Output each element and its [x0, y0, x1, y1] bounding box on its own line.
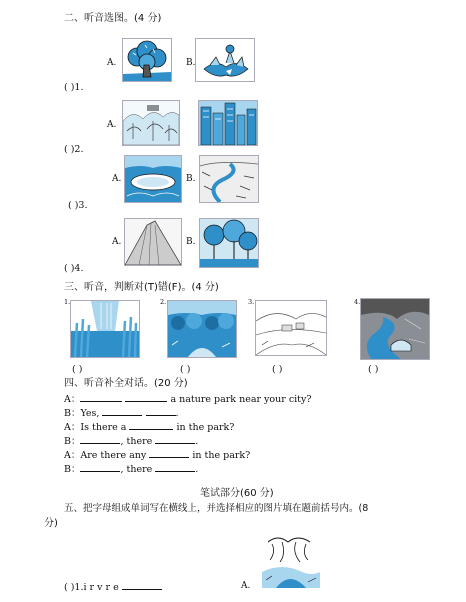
q3-option-b-label: B. [186, 174, 196, 184]
q2-answer: ( )2. [64, 144, 84, 155]
line-3-end: in the park? [176, 422, 235, 433]
section-3-title: 三、听音，判断对(T)错(F)。(4 分) [64, 282, 219, 293]
dialog-line-4 [64, 434, 198, 448]
blank-6b[interactable] [155, 462, 195, 472]
s3-answer-2: ( ) [180, 364, 191, 375]
blank-2b[interactable] [146, 406, 176, 416]
s5-q1 [64, 580, 162, 594]
dialog-line-3 [64, 420, 234, 434]
q4-option-b-label: B. [186, 237, 196, 247]
line-4-mid: , there [120, 436, 153, 447]
q2-forest-picture [122, 100, 180, 146]
s3-answer-4: ( ) [368, 364, 379, 375]
q1-option-b-label: B. [186, 58, 196, 68]
s5-option-a-label: A. [241, 581, 251, 591]
q4-option-a-label: A. [112, 237, 122, 247]
line-1-text: a nature park near your city? [170, 394, 312, 405]
s3-pic4-number: 4. [354, 298, 361, 306]
s3-pic2-number: 2. [160, 298, 167, 306]
section-5-title-line1: 五、把字母组成单词写在横线上，并选择相应的图片填在题前括号内。(8 [64, 503, 369, 514]
q1-option-a-label: A. [107, 58, 117, 68]
line-5-end: in the park? [192, 450, 251, 461]
blank-5[interactable] [149, 448, 189, 458]
q1-tree-picture [122, 38, 172, 82]
blank-4a[interactable] [80, 434, 120, 444]
q1-answer: ( )1. [64, 82, 84, 93]
line-2-text: B：Yes, [64, 408, 100, 419]
dialog-line-6 [64, 462, 198, 476]
q3-option-a-label: A. [112, 174, 122, 184]
line-6-end: . [195, 464, 199, 475]
s3-bridge-river-picture [360, 298, 430, 360]
s3-village-hills-picture [255, 300, 327, 356]
section-5-title-line2: 分) [44, 518, 58, 529]
blank-6a[interactable] [80, 462, 120, 472]
line-2-end: . [175, 408, 179, 419]
s5-river-trees-picture [262, 532, 320, 588]
blank-2a[interactable] [102, 406, 142, 416]
line-1-speaker: A： [64, 394, 81, 405]
line-6-mid: , there [120, 464, 153, 475]
s3-pic3-number: 3. [248, 298, 255, 306]
q4-answer: ( )4. [64, 263, 84, 274]
line-6-speaker: B： [64, 464, 81, 475]
q4-trees-picture [199, 218, 259, 268]
q3-answer: ( )3. [68, 200, 88, 211]
q3-river-picture [199, 155, 259, 203]
dialog-line-5 [64, 448, 250, 462]
dialog-line-1 [64, 392, 311, 406]
q1-flowers-picture [195, 38, 255, 82]
section-2-title: 二、听音选图。(4 分) [64, 13, 162, 24]
written-part-title: 笔试部分(60 分) [200, 488, 274, 499]
line-3-text: A：Is there a [64, 422, 127, 433]
dialog-line-2 [64, 406, 179, 420]
s3-waterfall-reeds-picture [70, 300, 140, 358]
section-4-title: 四、听音补全对话。(20 分) [64, 378, 188, 389]
blank-1a[interactable] [80, 392, 122, 402]
s5-q1-text: ( )1.i r v r e [64, 582, 119, 593]
s3-answer-3: ( ) [272, 364, 283, 375]
blank-4b[interactable] [155, 434, 195, 444]
q4-mountain-picture [124, 218, 182, 266]
line-4-end: . [195, 436, 199, 447]
blank-1b[interactable] [125, 392, 167, 402]
q3-lake-picture [124, 155, 182, 203]
q2-city-picture [198, 100, 258, 146]
line-4-speaker: B： [64, 436, 81, 447]
s3-pic1-number: 1. [64, 298, 71, 306]
line-5-text: A：Are there any [64, 450, 147, 461]
blank-3[interactable] [129, 420, 173, 430]
s3-forest-river-picture [167, 300, 237, 358]
q2-option-a-label: A. [107, 120, 117, 130]
s3-answer-1: ( ) [72, 364, 83, 375]
s5-q1-blank[interactable] [122, 580, 162, 590]
